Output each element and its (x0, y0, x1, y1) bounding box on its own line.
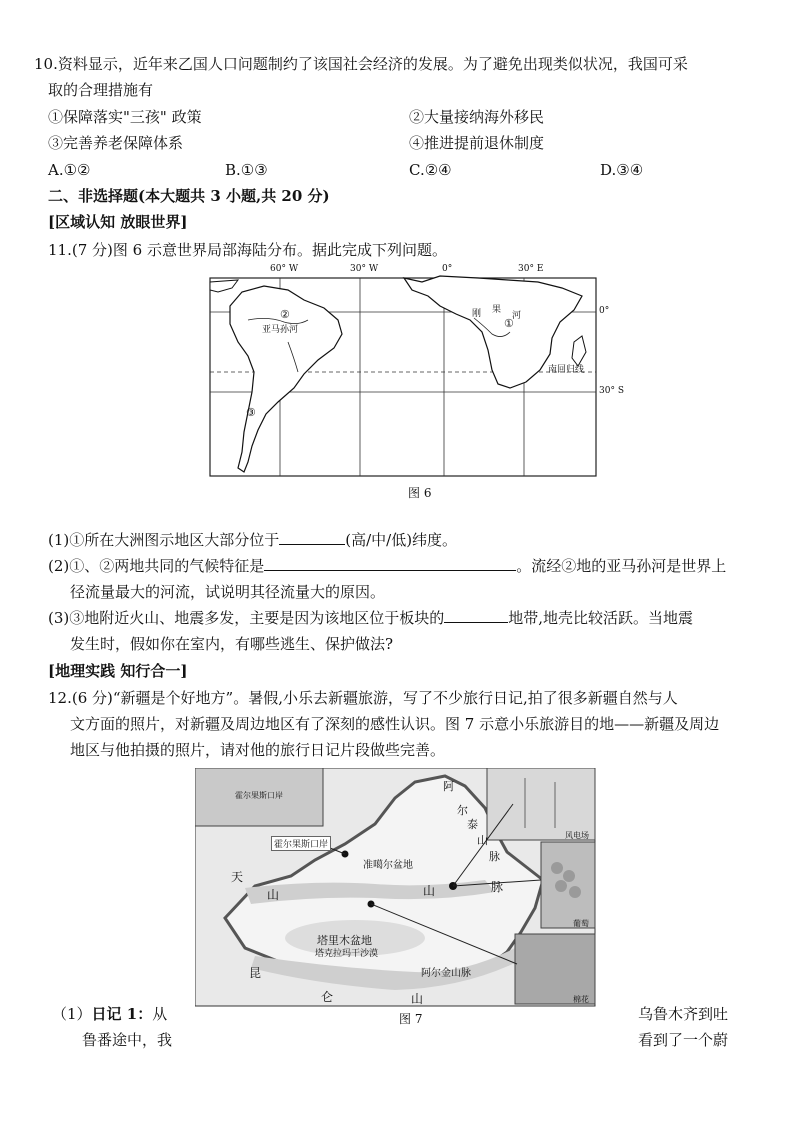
section2-tag-region: [区域认知 放眼世界] (48, 213, 188, 231)
q10-choice-a: A.①② (48, 161, 91, 179)
q12-stem-line2: 文方面的照片，对新疆及周边地区有了深刻的感性认识。图 7 示意小乐旅游目的地——新疆及周边 (70, 715, 720, 733)
q11-part2 (48, 556, 726, 576)
q11-part3-text-a: (3)③地附近火山、地震多发，主要是因为该地区位于板块的 (48, 609, 445, 627)
q12-part1-text-c: 从 (152, 1005, 168, 1023)
label-tropic-capricorn: 南回归线 (548, 365, 585, 375)
grape-1 (551, 862, 563, 874)
grape-3 (555, 880, 567, 892)
label-horgos-port: 霍尔果斯口岸 (271, 836, 331, 851)
label-altai-5: 脉 (489, 850, 500, 863)
label-altai-1: 阿 (443, 780, 454, 793)
label-30w: 30° W (350, 264, 379, 274)
label-altai-4: 山 (477, 834, 488, 847)
q12-part1-line1-right: 乌鲁木齐到吐 (638, 1005, 729, 1023)
marker-3: ③ (246, 406, 256, 419)
q11-part1-answer-blank[interactable] (279, 530, 345, 545)
label-tianshan-1: 天 (231, 870, 244, 884)
label-altai-2: 尔 (457, 804, 468, 817)
q10-option-2: ②大量接纳海外移民 (409, 108, 545, 126)
q12-part1-line2-right: 看到了一个蔚 (638, 1031, 729, 1049)
label-cotton: 棉花 (573, 995, 589, 1004)
q10-option-4: ④推进提前退休制度 (409, 134, 545, 152)
grape-photo (541, 842, 595, 928)
q11-part2-text-b: 。流经②地的亚马孙河是世界上 (516, 557, 727, 575)
q11-part3 (48, 608, 693, 628)
figure-6-caption: 图 6 (408, 486, 432, 500)
label-congo-2: 果 (492, 305, 502, 315)
label-taklimakan: 塔克拉玛干沙漠 (315, 949, 379, 959)
q12-stem-line3: 地区与他拍摄的照片，请对他的旅行日记片段做些完善。 (70, 741, 446, 759)
q12-part1-number: （1） (52, 1005, 92, 1023)
section2-tag-practice: [地理实践 知行合一] (48, 662, 188, 680)
q10-stem-line2: 取的合理措施有 (48, 81, 154, 99)
figure-6-world-map (208, 262, 628, 502)
label-altai-3: 泰 (467, 818, 478, 831)
q10-choice-b: B.①③ (225, 161, 268, 179)
q12-part1-line2-left: 鲁番途中，我 (82, 1031, 173, 1049)
figure-6-svg (208, 262, 628, 502)
q10-option-3: ③完善养老保障体系 (48, 134, 184, 152)
q11-part2-line2: 径流量最大的河流，试说明其径流量大的原因。 (70, 583, 386, 601)
figure-7-caption: 图 7 (399, 1012, 423, 1026)
label-junggar: 准噶尔盆地 (363, 860, 413, 871)
q12-part1-line1-left (52, 1004, 167, 1024)
label-altun: 阿尔金山脉 (421, 968, 471, 979)
label-wind-farm: 风电场 (565, 831, 589, 840)
q12-diary1-label: 日记 1： (91, 1005, 153, 1023)
grape-2 (563, 870, 575, 882)
label-0-longitude: 0° (442, 264, 453, 274)
q11-part1 (48, 530, 457, 550)
q10-stem-line1: 10.资料显示，近年来乙国人口问题制约了该国社会经济的发展。为了避免出现类似状况，我国可采 (34, 55, 688, 73)
label-port-photo: 霍尔果斯口岸 (235, 791, 283, 800)
label-0-latitude: 0° (599, 306, 610, 316)
label-kunlun-3: 山 (411, 992, 424, 1006)
marker-2: ② (280, 308, 290, 321)
label-tianshan-2: 山 (267, 888, 280, 902)
q10-choice-c: C.②④ (409, 161, 452, 179)
label-kunlun-1: 昆 (249, 966, 262, 980)
q10-option-1: ①保障落实"三孩" 政策 (48, 108, 202, 126)
label-tarim: 塔里木盆地 (317, 934, 372, 947)
label-30s: 30° S (599, 386, 624, 396)
label-grape: 葡萄 (573, 919, 589, 928)
q11-part2-answer-blank[interactable] (264, 556, 516, 571)
marker-1: ① (504, 317, 514, 330)
q12-stem-line1: 12.(6 分)“新疆是个好地方”。暑假,小乐去新疆旅游，写了不少旅行日记,拍了很多新疆自然与人 (48, 689, 678, 707)
label-congo-3: 河 (512, 311, 522, 321)
label-kunlun-2: 仑 (321, 990, 334, 1004)
figure-7-xinjiang-map (195, 768, 597, 1028)
label-congo-1: 刚 (472, 309, 482, 319)
q11-part2-text-a: (2)①、②两地共同的气候特征是 (48, 557, 265, 575)
label-amazon-river: 亚马孙河 (262, 325, 299, 335)
q11-part3-line2: 发生时，假如你在室内，有哪些逃生、保护做法? (70, 635, 394, 653)
section2-title: 二、非选择题(本大题共 3 小题,共 20 分) (48, 187, 330, 205)
grape-4 (569, 886, 581, 898)
label-30e: 30° E (518, 264, 544, 274)
q11-part1-text-a: (1)①所在大洲图示地区大部分位于 (48, 531, 280, 549)
q10-choice-d: D.③④ (600, 161, 644, 179)
q11-part3-answer-blank[interactable] (444, 608, 508, 623)
q11-part3-text-b: 地带,地壳比较活跃。当地震 (508, 609, 694, 627)
label-tianshan-4: 脉 (491, 880, 504, 894)
q11-stem: 11.(7 分)图 6 示意世界局部海陆分布。据此完成下列问题。 (48, 241, 447, 259)
q11-part1-text-b: (高/中/低)纬度。 (345, 531, 458, 549)
label-tianshan-3: 山 (423, 884, 436, 898)
label-60w: 60° W (270, 264, 299, 274)
